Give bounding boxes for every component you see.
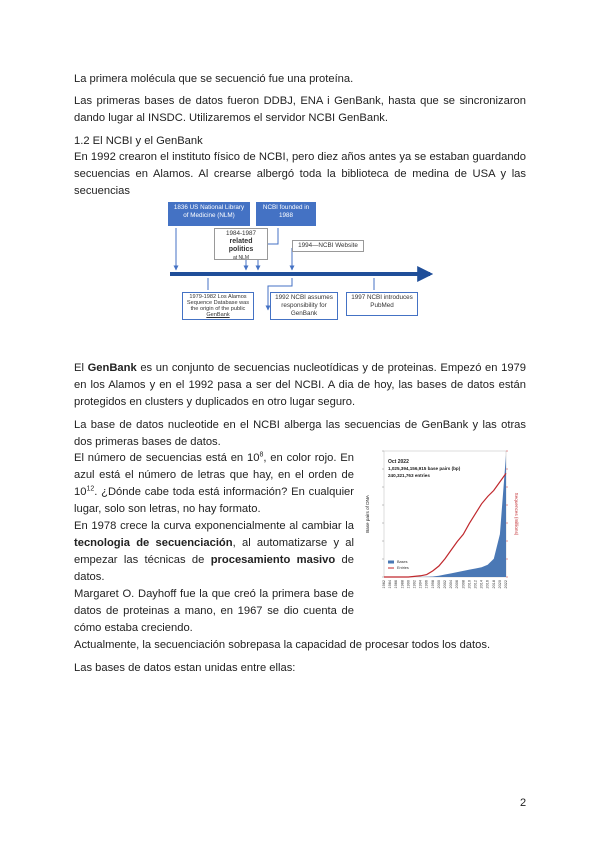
chart-ylabel-left: Base pairs of DNA (365, 495, 370, 533)
paragraph-first-databases: Las primeras bases de datos fueron DDBJ, ENA i GenBank, hasta que se sincronizaron dando lugar al INSDC. Utilizaremos el servidor NCBI GenBank. (74, 95, 526, 124)
growth-bold-processing: procesamiento masivo (210, 554, 336, 566)
paragraph-genbank (74, 360, 526, 411)
timeline-box-ncbi-founded: NCBI founded in 1988 (256, 202, 316, 226)
chart-x-tick-label: 1990 (406, 580, 411, 589)
chart-legend-label: Entries (397, 566, 409, 570)
counts-text-b: , en color rojo. En azul está el número de letras que hay, en el orden de 10 (74, 452, 354, 498)
chart-annotation-line: 240,321,763 entries (388, 473, 430, 478)
counts-text-c: . ¿Dónde cabe toda está información? En cualquier lugar, solo son letras, no hay formato. (74, 486, 354, 515)
timeline-box-politics-note: at NLM (232, 255, 250, 260)
growth-text-b: , al automatizarse y al empezar las técnicas de (74, 537, 354, 566)
paragraph-1978-growth (74, 518, 354, 586)
timeline-box-nlm: 1836 US National Library of Medicine (NLM) (168, 202, 250, 226)
chart-ylabel-right: Sequences (millions) (514, 492, 519, 536)
chart-x-tick-label: 2014 (479, 580, 484, 589)
timeline-box-website: 1994—NCBI Website (292, 240, 364, 252)
timeline-box-pubmed: 1997 NCBI introduces PubMed (346, 292, 418, 316)
section-heading: 1.2 El NCBI y el GenBank (74, 135, 203, 147)
paragraph-ncbi-history: En 1992 crearon el instituto físico de NCBI, pero diez años antes ya se estaban guardando secuencias en Alamos. Al crearse albergó toda la biblioteca de medina de USA y las secuencias (74, 151, 526, 197)
growth-text-c: de datos. (74, 554, 354, 583)
paragraph-dayhoff: Margaret O. Dayhoff fue la que creó la primera base de datos de proteinas a mano, en 1967 se dio cuenta de cómo estaba creciendo. (74, 588, 354, 634)
timeline-box-los-alamos-text: 1979-1982 Los Alamos Sequence Database was the origin of the public (186, 294, 250, 312)
chart-x-tick-label: 2022 (504, 580, 508, 589)
chart-legend-swatch-bases (388, 561, 394, 564)
timeline-box-los-alamos (182, 292, 254, 320)
chart-x-tick-label: 1988 (400, 580, 405, 589)
chart-x-tick-label: 2010 (467, 580, 472, 589)
chart-x-tick-label: 2000 (436, 580, 441, 589)
genbank-bold: GenBank (87, 362, 137, 374)
chart-svg (362, 445, 520, 595)
growth-bold-tech: tecnologia de secuenciación (74, 537, 233, 549)
chart-x-tick-label: 1998 (430, 580, 435, 589)
chart-x-tick-label: 2020 (497, 580, 502, 589)
paragraph-nucleotide-db: La base de datos nucleotide en el NCBI alberga las secuencias de GenBank y las otras dos primeras bases de datos. (74, 419, 526, 448)
counts-text-a: El número de secuencias está en 10 (74, 452, 260, 464)
chart-x-tick-label: 1986 (394, 580, 399, 589)
chart-x-tick-label: 2012 (473, 580, 478, 589)
timeline-box-ncbi-genbank: 1992 NCBI assumes responsibility for GenBank (270, 292, 338, 320)
timeline-box-politics (214, 228, 268, 260)
chart-x-tick-label: 2006 (455, 580, 460, 589)
paragraph-first-molecule: La primera molécula que se secuenció fue una proteína. (74, 73, 354, 85)
paragraph-sequence-counts (74, 450, 354, 518)
timeline-box-politics-label: related politics (228, 238, 254, 253)
paragraph-linked-databases: Las bases de datos estan unidas entre ellas: (74, 662, 296, 674)
chart-x-tick-label: 2008 (461, 580, 466, 589)
chart-annotation-line: 1,025,394,156,915 base pairs (bp) (388, 466, 461, 471)
ncbi-timeline-diagram (168, 198, 436, 320)
paragraph-sequencing-capacity: Actualmente, la secuenciación sobrepasa la capacidad de procesar todos los datos. (74, 639, 491, 651)
chart-x-tick-label: 2004 (449, 580, 454, 589)
chart-x-tick-label: 1982 (382, 580, 386, 589)
chart-x-tick-label: 1992 (412, 580, 417, 589)
chart-x-tick-label: 1984 (388, 580, 393, 589)
chart-x-tick-label: 1996 (424, 580, 429, 589)
chart-x-tick-label: 2016 (485, 580, 490, 589)
timeline-box-politics-years: 1984-1987 (225, 230, 257, 237)
timeline-box-los-alamos-genbank: GenBank (206, 312, 230, 318)
genbank-description: es un conjunto de secuencias nucleotídicas y de proteinas. Empezó en 1979 en los Alamos y en el 1992 pasa a ser del NCBI. A dia de hoy, las bases de datos están protegidos en clusters y duplicados en otro lugar seguro. (74, 362, 526, 408)
chart-legend-label: Bases (397, 560, 408, 564)
chart-x-tick-label: 2002 (443, 580, 447, 589)
chart-annotation-line: Oct 2022 (388, 459, 409, 465)
genbank-growth-chart (362, 445, 520, 595)
growth-text-a: En 1978 crece la curva exponencialmente al cambiar la (74, 520, 354, 532)
genbank-intro: El (74, 362, 88, 374)
counts-exp-8: 8 (259, 451, 264, 459)
chart-x-tick-label: 1994 (418, 580, 423, 589)
counts-exp-12: 12 (86, 485, 95, 493)
chart-x-tick-label: 2018 (491, 580, 496, 589)
page-number: 2 (520, 797, 527, 809)
